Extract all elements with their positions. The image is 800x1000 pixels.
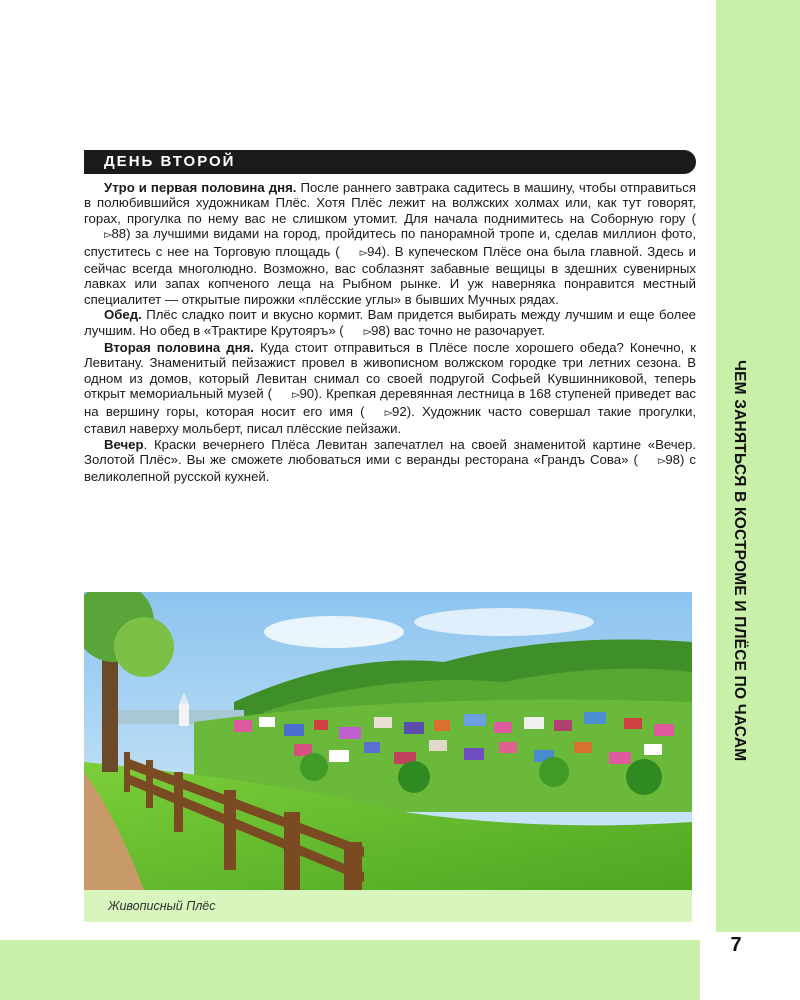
paragraph-lead: Вечер: [104, 436, 144, 452]
page-reference: ▻98: [638, 452, 680, 467]
triangle-arrow-icon: ▻: [291, 389, 299, 402]
town-photo: [84, 592, 692, 890]
page-reference: ▻92: [365, 404, 407, 419]
paragraph-lead: Утро и первая половина дня.: [104, 180, 297, 195]
bottom-band: [0, 940, 716, 1000]
paragraph-morning: Утро и первая половина дня. После раннего завтрака садитесь в машину, чтобы отправиться в полюбившийся художникам Плёс. Хотя Плёс лежит на волжских холмах или, как тут говорят, горах, прогулка по нему вас не слишком утомит. Для начала поднимитесь на Соборную гору (▻88) за лучшими видами на город, пройдитесь по панорамной тропе и, сделав миллион фото, спуститесь с нее на Торговую площадь ( ▻94). В купеческом Плёсе она была главной. Здесь и сейчас всегда многолюдно. Возможно, вас соблазнят забавные вещицы в здешних сувенирных лавках или запах копченого леща на Рыбном рынке. И уж наверняка понравится местный специалитет — открытые пирожки «плёсские углы» в бывших Мучных рядах.: [84, 180, 696, 307]
paragraph-lead: Вторая половина дня.: [104, 340, 254, 356]
page-reference: ▻94: [340, 244, 382, 259]
paragraph-afternoon: Вторая половина дня. Куда стоит отправиться в Плёсе после хорошего обеда? Конечно, к Левитану. Знаменитый пейзажист провел в живописном волжском городке три летних сезона. В одном из домов, который Левитан снимал со своей подругой Софьей Кувшинниковой, теперь открыт мемориальный музей ( ▻90). Крепкая деревянная лестница в 168 ступеней приведет вас на вершину горы, которая носит его имя ( ▻92). Художник часто совершал такие прогулки, ставил наверху мольберт, писал плёсские пейзажи.: [84, 340, 697, 437]
paragraph-evening: Вечер. Краски вечернего Плёса Левитан запечатлел на своей знаменитой картине «Вечер. Золотой Плёс». Вы же сможете любоваться ими с веранды ресторана «Грандъ Сова» ( ▻98) с великолепной русской кухней.: [84, 436, 697, 485]
page-number: 7: [730, 934, 742, 956]
paragraph-lead: Обед.: [104, 307, 142, 323]
page-reference: ▻88: [84, 226, 126, 241]
paragraph-lunch: Обед. Плёс сладко поит и вкусно кормит. Вам придется выбирать между лучшим и еще более лучшим. Но обед в «Трактире Крутояръ» ( ▻98) вас точно не разочарует.: [84, 307, 696, 340]
triangle-arrow-icon: ▻: [359, 246, 367, 259]
page-reference: ▻98: [344, 323, 386, 338]
triangle-arrow-icon: ▻: [363, 325, 371, 338]
article-body: [84, 180, 696, 485]
sidebar-band: [716, 0, 800, 1000]
triangle-arrow-icon: ▻: [384, 406, 392, 419]
triangle-arrow-icon: ▻: [104, 229, 111, 242]
triangle-arrow-icon: ▻: [657, 454, 665, 467]
page-reference: ▻90: [272, 386, 314, 401]
sidebar-chapter-title: ЧЕМ ЗАНЯТЬСЯ В КОСТРОМЕ И ПЛЁСЕ ПО ЧАСАМ: [731, 360, 748, 762]
photo-caption: Живописный Плёс: [108, 899, 216, 913]
section-heading: ДЕНЬ ВТОРОЙ: [104, 153, 236, 170]
